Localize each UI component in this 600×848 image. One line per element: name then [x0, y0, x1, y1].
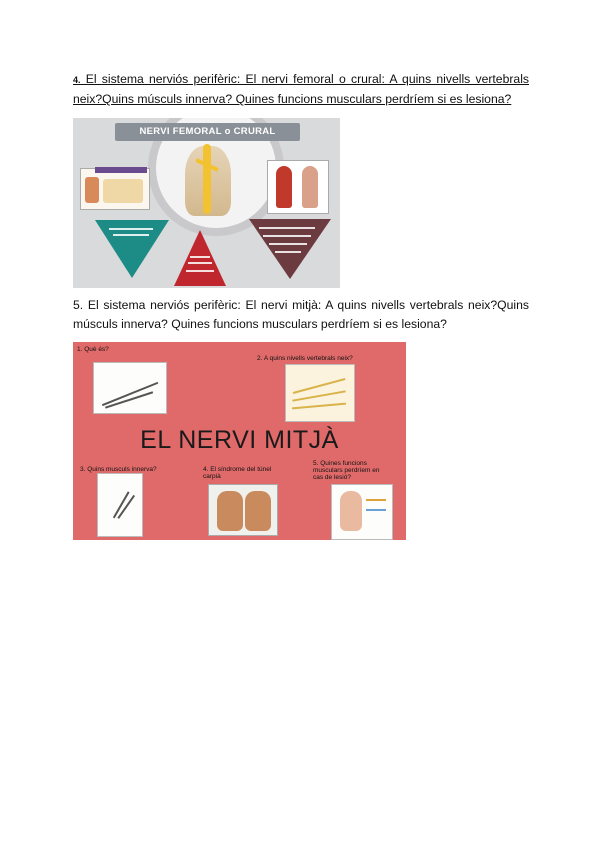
body-figure-back: [302, 166, 318, 208]
median-nerve-arm-image: [93, 362, 167, 414]
slide-q1: 1. Què és?: [77, 346, 109, 353]
teal-info-triangle: [95, 220, 169, 278]
text-line: [109, 228, 153, 230]
text-line: [188, 262, 212, 264]
text-line: [275, 251, 301, 253]
question-5: 5. El sistema nerviós perifèric: El nervi mitjà: A quins nivells vertebrals neix?Quins músculs innerva? Quines funcions musculars perdríem si es lesiona?: [73, 298, 529, 331]
text-line: [186, 270, 214, 272]
question-4-text: El sistema nerviós perifèric: El nervi femoral o crural: A quins nivells vertebrals neix?Quins músculs innerva? Quines funcions musculars perdríem si es lesiona?: [73, 72, 529, 106]
slide-q5: 5. Quines funcions musculars perdríem en cas de lesió?: [313, 460, 380, 481]
slide-title: NERVI FEMORAL o CRURAL: [139, 126, 276, 137]
vertebral-levels-image: [80, 168, 150, 210]
median-nerve-slide: [73, 342, 406, 540]
spine-drawing: [85, 177, 99, 203]
slide-q4: 4. El síndrome del túnel carpià: [203, 466, 272, 480]
hand-right: [245, 491, 271, 531]
question-4: [73, 70, 529, 109]
femoral-nerve-slide: [73, 118, 340, 288]
text-line: [269, 243, 307, 245]
body-figures-image: [267, 160, 329, 214]
text-line: [263, 235, 311, 237]
plexus-drawing: [103, 179, 143, 203]
red-info-triangle: [174, 230, 226, 286]
femoral-nerve-drawing: [203, 144, 211, 214]
plexus-line: [292, 403, 346, 409]
legend-line: [366, 499, 386, 501]
hand-left: [217, 491, 243, 531]
forearm-muscles-image: [97, 473, 143, 537]
question-4-number: 4.: [73, 75, 81, 85]
maroon-info-triangle: [249, 219, 331, 279]
body-figure-front: [276, 166, 292, 208]
hand-innervation-image: [331, 484, 393, 540]
carpal-tunnel-hands-image: [208, 484, 278, 536]
text-line: [190, 256, 210, 258]
plexus-line: [292, 390, 345, 401]
brachial-plexus-image: [285, 364, 355, 422]
slide-q3: 3. Quins musculs innerva?: [80, 466, 157, 473]
text-line: [259, 227, 315, 229]
image-label-bar: [95, 167, 147, 173]
slide-big-title: EL NERVI MITJÀ: [140, 426, 339, 454]
slide-q2: 2. A quins nivells vertebrals neix?: [257, 355, 353, 362]
legend-line: [366, 509, 386, 511]
hand-diagram: [340, 491, 362, 531]
text-line: [113, 234, 149, 236]
